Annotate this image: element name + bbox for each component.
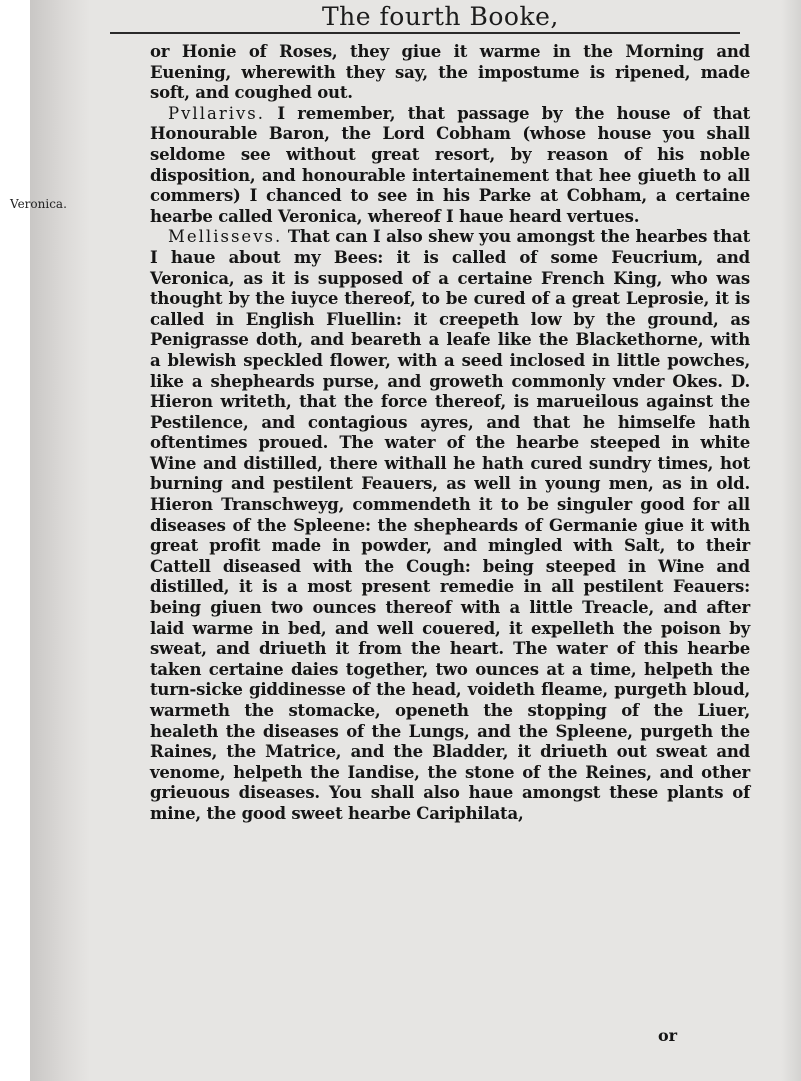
- paragraph-mellisseus-text: That can I also shew you amongst the hearbes that I haue about my Bees: it is called of some Feucrium, and Veronica, as it is supposed of a certaine French King, who was thought by the iuyce thereof, to be cured of a great Leprosie, it is called in English Fluellin: it creepeth low by the ground, as Penigrasse doth, and beareth a leafe like the Blackethorne, with a blewish speckled flower, with a seed inclosed in little powches, like a shepheards purse, and groweth commonly vnder Okes. D. Hieron writeth, that the force thereof, is marueilous against the Pestilence, and contagious ayres, and that he himselfe hath oftentimes proued. The water of the hearbe steeped in white Wine and distilled, there withall he hath cured sundry times, hot burning and pestilent Feauers, as well in young men, as in old. Hieron Transchweyg, commendeth it to be singuler good for all diseases of the Spleene: the shepheards of Germanie giue it with great profit made in powder, and mingled with Salt, to their Cattell diseased with the Cough: being steeped in Wine and distilled, it is a most present remedie in all pestilent Feauers: being giuen two ounces thereof with a little Treacle, and after laid warme in bed, and well couered, it expelleth the poison by sweat, and driueth it from the heart. The water of this hearbe taken certaine daies together, two ounces at a time, helpeth the turn-sicke giddinesse of the head, voideth fleame, purgeth bloud, warmeth the stomacke, openeth the stopping of the Liuer, healeth the diseases of the Lungs, and the Spleene, purgeth the Raines, the Matrice, and the Bladder, it driueth out sweat and venome, helpeth the Iandise, the stone of the Reines, and other grieuous diseases. You shall also haue amongst these plants of mine, the good sweet hearbe Cariphilata,: [150, 227, 750, 823]
- catchword: or: [658, 1026, 678, 1045]
- speaker-name: Mellissevs.: [168, 227, 283, 247]
- margin-note-veronica: Veronica.: [10, 197, 67, 211]
- paragraph-pullarius-text: I remember, that passage by the house of that Honourable Baron, the Lord Cobham (whose house you shall seldome see without great resort, by reason of his noble disposition, and honourable intertainement that hee giueth to all commers) I chanced to see in his Parke at Cobham, a certaine hearbe called Veronica, whereof I haue heard vertues.: [150, 103, 750, 226]
- page-edge-shadow: [781, 0, 801, 1081]
- paragraph-opening-text: or Honie of Roses, they giue it warme in the Morning and Euening, wherewith they say, the impostume is ripened, made soft, and coughed out.: [150, 42, 750, 103]
- paragraph-opening: [150, 42, 750, 104]
- running-head: The fourth Booke,: [322, 2, 559, 31]
- speaker-name: Pvllarivs.: [168, 103, 266, 123]
- paragraph-pullarius: [150, 104, 750, 228]
- paragraph-mellisseus: [150, 227, 750, 824]
- body-text: [150, 42, 750, 825]
- book-spine-shadow: [30, 0, 90, 1081]
- running-head-rule: [110, 32, 740, 34]
